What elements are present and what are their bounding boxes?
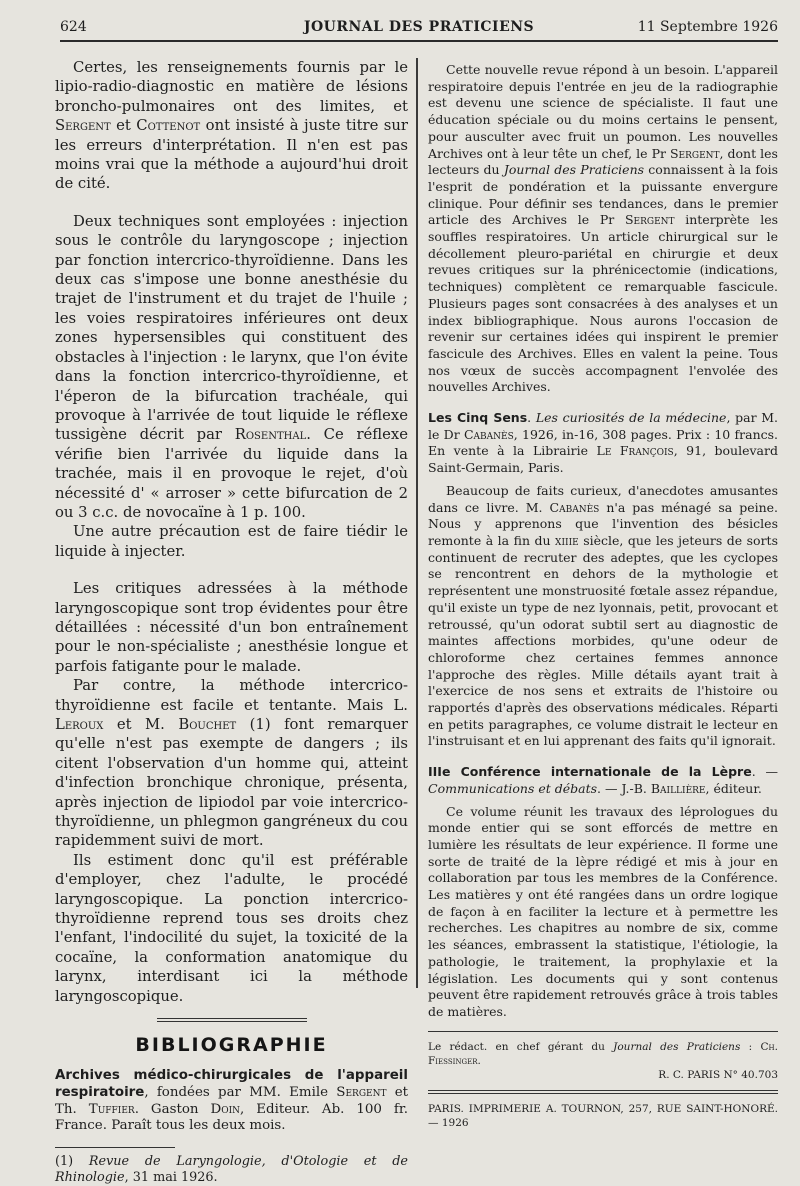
paragraph: Certes, les renseignements fournis par le lipio-radio-diagnostic en matière de lésions broncho-pulmonaires ont des limites, et Sergent et Cottenot ont insisté à juste titre sur les erreurs d'interprétation. Il n'en est pas moins vrai que la méthode a aujourd'hui droit de cité. bbox=[55, 59, 408, 193]
page-number: 624 bbox=[60, 19, 87, 35]
paragraph: Cette nouvelle revue répond à un besoin. L'appareil respiratoire depuis l'entrée en jeu de la radiographie est devenu une science de spécialiste. Il faut une éducation spéciale ou du moins certains le pensent, pour ausculter avec fruit un poumon. Les nouvelles Archives ont à leur tête un chef, le Pr Sergent, dont les lecteurs du Journal des Praticiens connaissent à la fois l'esprit de pondération et la puissante envergure clinique. Pour définir ses tendances, dans le premier article des Archives le Pr Sergent interprète les souffles respiratoires. Un article chirurgical sur le décollement pleuro-pariétal en chirurgie et deux revues critiques sur la phrénicectomie (indications, techniques) complètent ce remarquable fascicule. Plusieurs pages sont consacrées à des analyses et un index bibliographique. Nous aurons l'occasion de revenir sur certaines idées qui inspirent le premier fascicule des Archives. Elles en valent la peine. Tous nos vœux de succès accompagnent l'envolée des nouvelles Archives. bbox=[428, 62, 779, 395]
issue-date: 11 Septembre 1926 bbox=[637, 19, 778, 35]
bibliography-heading: BIBLIOGRAPHIE bbox=[135, 1034, 328, 1057]
divider bbox=[428, 1090, 778, 1094]
paragraph: Une autre précaution est de faire tiédir le liquide à injecter. bbox=[55, 523, 408, 560]
right-column bbox=[428, 62, 778, 1130]
paragraph: Deux techniques sont employées : injection sous le contrôle du laryngoscope ; injection par fonction intercrico-thyroïdienne. Dans les deux cas s'impose une bonne anesthésie du trajet de l'instrument et du trajet de l'huile ; les voies respiratoires inférieures ont deux zones hypersensibles qui constituent des obstacles à l'injection : le larynx, que l'on évite dans la fonction intercrico-thyroïdienne, et l'éperon de la bifurcation trachéale, qui provoque à l'arrivée de tout liquide le réflexe tussigène décrit par Rosenthal. Ce réflexe vérifie bien l'arrivée du liquide dans la trachée, mais il en provoque le rejet, d'où nécessité d' « arroser » cette bifurcation de 2 ou 3 c.c. de novocaïne à 1 p. 100. bbox=[55, 212, 408, 521]
left-column bbox=[55, 58, 408, 1186]
book-review-heading: Les Cinq Sens. Les curiosités de la médecine, par M. le Dr Cabanès, 1926, in-16, 308 pages. Prix : 10 francs. En vente à la Librairie Le François, 91, boulevard Saint-Germain, Paris. bbox=[428, 410, 779, 476]
journal-title: JOURNAL DES PRATICIENS bbox=[303, 19, 535, 35]
paragraph: Ils estiment donc qu'il est préférable d'employer, chez l'adulte, le procédé laryngoscopique. La ponction intercrico-thyroïdienne reprend tous ses droits chez l'enfant, l'indocilité du sujet, la toxicité de la cocaïne, la conformation anatomique du larynx, interdisant ici la méthode laryngoscopique. bbox=[55, 851, 408, 1005]
registration-number: R. C. PARIS N° 40.703 bbox=[658, 1068, 778, 1081]
bibliography-entry: Archives médico-chirurgicales de l'appareil respiratoire, fondées par MM. Emile Sergent et Th. Tuffier. Gaston Doin, Editeur. Ab. 100 fr. France. Paraît tous les deux mois. bbox=[55, 1068, 409, 1134]
footnote-divider bbox=[55, 1147, 175, 1148]
paragraph: Beaucoup de faits curieux, d'anecdotes amusantes dans ce livre. M. Cabanès n'a pas ménagé sa peine. Nous y apprenons que l'invention des bésicles remonte à la fin du xiiie siècle, que les jeteurs de sorts continuent de recruter des adeptes, que les cyclopes se rencontrent en dehors de la mythologie et représentent une monstruosité fœtale assez répandue, qu'il existe un type de nez lyonnais, petit, provocant et retroussé, qu'un odorat subtil sert au diagnostic de maintes affections morbides, qu'une odeur de chloroforme chez certaines femmes annonce l'approche des règles. Mille détails ayant trait à l'exercice de nos sens et extraits de l'histoire ou rapportés d'après des observations médicales. Réparti en petits paragraphes, ce volume distrait le lecteur en l'instruisant et en lui apprenant des faits qu'il ignorait. bbox=[428, 482, 779, 749]
book-review-heading: IIIe Conférence internationale de la Lèpre. — Communications et débats. — J.-B. Baillière, éditeur. bbox=[428, 764, 778, 796]
column-divider bbox=[416, 58, 418, 988]
printer-line: PARIS. IMPRIMERIE A. TOURNON, 257, RUE SAINT-HONORÉ. — 1926 bbox=[428, 1102, 778, 1129]
divider bbox=[428, 1031, 778, 1032]
paragraph: Les critiques adressées à la méthode laryngoscopique sont trop évidentes pour être détaillées : nécessité d'un bon entraînement pour le non-spécialiste ; anesthésie longue et parfois fatigante pour le malade. bbox=[55, 580, 408, 675]
bibliography-section bbox=[55, 1018, 408, 1056]
page-header bbox=[60, 18, 778, 42]
editor-credit: Le rédact. en chef gérant du Journal des Praticiens : Ch. Fiessinger. bbox=[428, 1040, 778, 1067]
footnote: (1) Revue de Laryngologie, d'Otologie et de Rhinologie, 31 mai 1926. bbox=[55, 1154, 409, 1186]
paragraph: Ce volume réunit les travaux des léprologues du monde entier qui se sont efforcés de mettre en lumière les résultats de leur expérience. Il forme une sorte de traité de la lèpre rédigé et mis à jour en collaboration par tous les membres de la Conférence. Les matières y ont été rangées dans un ordre logique de façon à en faciliter la lecture et à permettre les recherches. Les chapitres au nombre de six, comme les séances, embrassent la statistique, l'étiologie, la pathologie, le traitement, la prophylaxie et la législation. Les documents qui y sont contenus peuvent être rapidement retrouvés grâce à trois tables de matières. bbox=[428, 803, 778, 1019]
paragraph: Par contre, la méthode intercrico-thyroïdienne est facile et tentante. Mais L. Leroux et M. Bouchet (1) font remarquer qu'elle n'est pas exempte de dangers ; ils citent l'observation d'un homme qui, atteint d'infection bronchique chronique, présenta, après injection de lipiodol par voie intercrico-thyroïdienne, un phlegmon gangréneux du cou rapidemment suivi de mort. bbox=[55, 677, 408, 850]
divider bbox=[157, 1018, 307, 1022]
